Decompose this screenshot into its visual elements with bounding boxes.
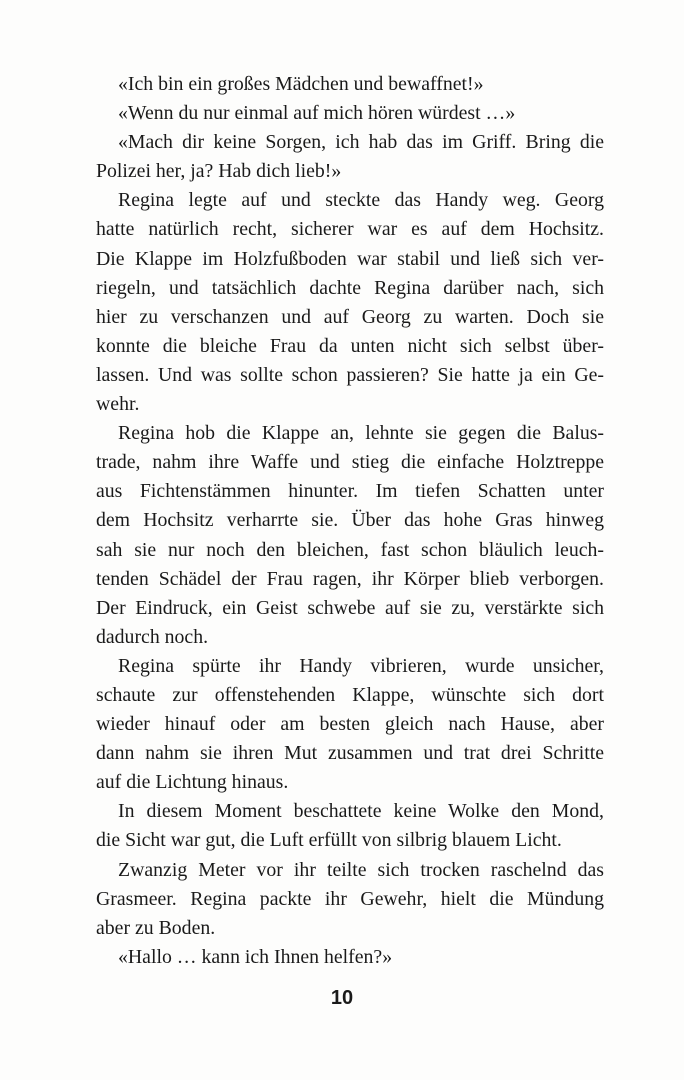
text-line: die Sicht war gut, die Luft erfüllt von silbrig blauem Licht. xyxy=(96,829,562,852)
text-line: schaute zur offenstehenden Klappe, wünschte sich dort xyxy=(96,683,604,706)
body-text xyxy=(96,70,604,972)
text-line: wieder hinauf oder am besten gleich nach Hause, aber xyxy=(96,713,604,736)
text-line: dadurch noch. xyxy=(96,625,209,648)
text-line: dann nahm sie ihren Mut zusammen und trat drei Schritte xyxy=(96,742,604,765)
text-line: hatte natürlich recht, sicherer war es auf dem Hochsitz. xyxy=(96,218,604,241)
text-line: Regina hob die Klappe an, lehnte sie gegen die Balus- xyxy=(118,422,604,445)
text-line: riegeln, und tatsächlich dachte Regina darüber nach, sich xyxy=(96,276,604,299)
text-line: sah sie nur noch den bleichen, fast schon bläulich leuch- xyxy=(96,538,604,561)
text-line: «Ich bin ein großes Mädchen und bewaffnet!» xyxy=(118,73,484,95)
text-line: tenden Schädel der Frau ragen, ihr Körper blieb verborgen. xyxy=(96,567,604,590)
text-line: «Wenn du nur einmal auf mich hören würdest …» xyxy=(118,102,516,125)
text-line: aber zu Boden. xyxy=(96,916,216,939)
text-line: konnte die bleiche Frau da unten nicht sich selbst über- xyxy=(96,334,604,357)
text-line: «Mach dir keine Sorgen, ich hab das im Griff. Bring die xyxy=(118,131,604,154)
text-line: Regina legte auf und steckte das Handy weg. Georg xyxy=(118,189,604,212)
text-line: Regina spürte ihr Handy vibrieren, wurde unsicher, xyxy=(118,654,604,677)
text-line: lassen. Und was sollte schon passieren? Sie hatte ja ein Ge- xyxy=(96,363,604,386)
text-line: Die Klappe im Holzfußboden war stabil und ließ sich ver- xyxy=(96,247,604,270)
text-line: Der Eindruck, ein Geist schwebe auf sie zu, verstärkte sich xyxy=(96,596,604,619)
text-line: Zwanzig Meter vor ihr teilte sich trocken raschelnd das xyxy=(118,858,604,881)
text-line: auf die Lichtung hinaus. xyxy=(96,771,289,794)
page-number: 10 xyxy=(330,987,354,1009)
text-line: «Hallo … kann ich Ihnen helfen?» xyxy=(118,945,393,968)
text-line: wehr. xyxy=(96,393,140,416)
text-line: hier zu verschanzen und auf Georg zu warten. Doch sie xyxy=(96,305,604,328)
text-line: trade, nahm ihre Waffe und stieg die einfache Holztreppe xyxy=(96,451,604,474)
text-line: In diesem Moment beschattete keine Wolke den Mond, xyxy=(118,800,604,823)
text-line: Polizei her, ja? Hab dich lieb!» xyxy=(96,160,342,183)
text-line: dem Hochsitz verharrte sie. Über das hohe Gras hinweg xyxy=(96,509,604,532)
text-line: Grasmeer. Regina packte ihr Gewehr, hielt die Mündung xyxy=(96,887,604,910)
text-line: aus Fichtenstämmen hinunter. Im tiefen Schatten unter xyxy=(96,480,604,503)
